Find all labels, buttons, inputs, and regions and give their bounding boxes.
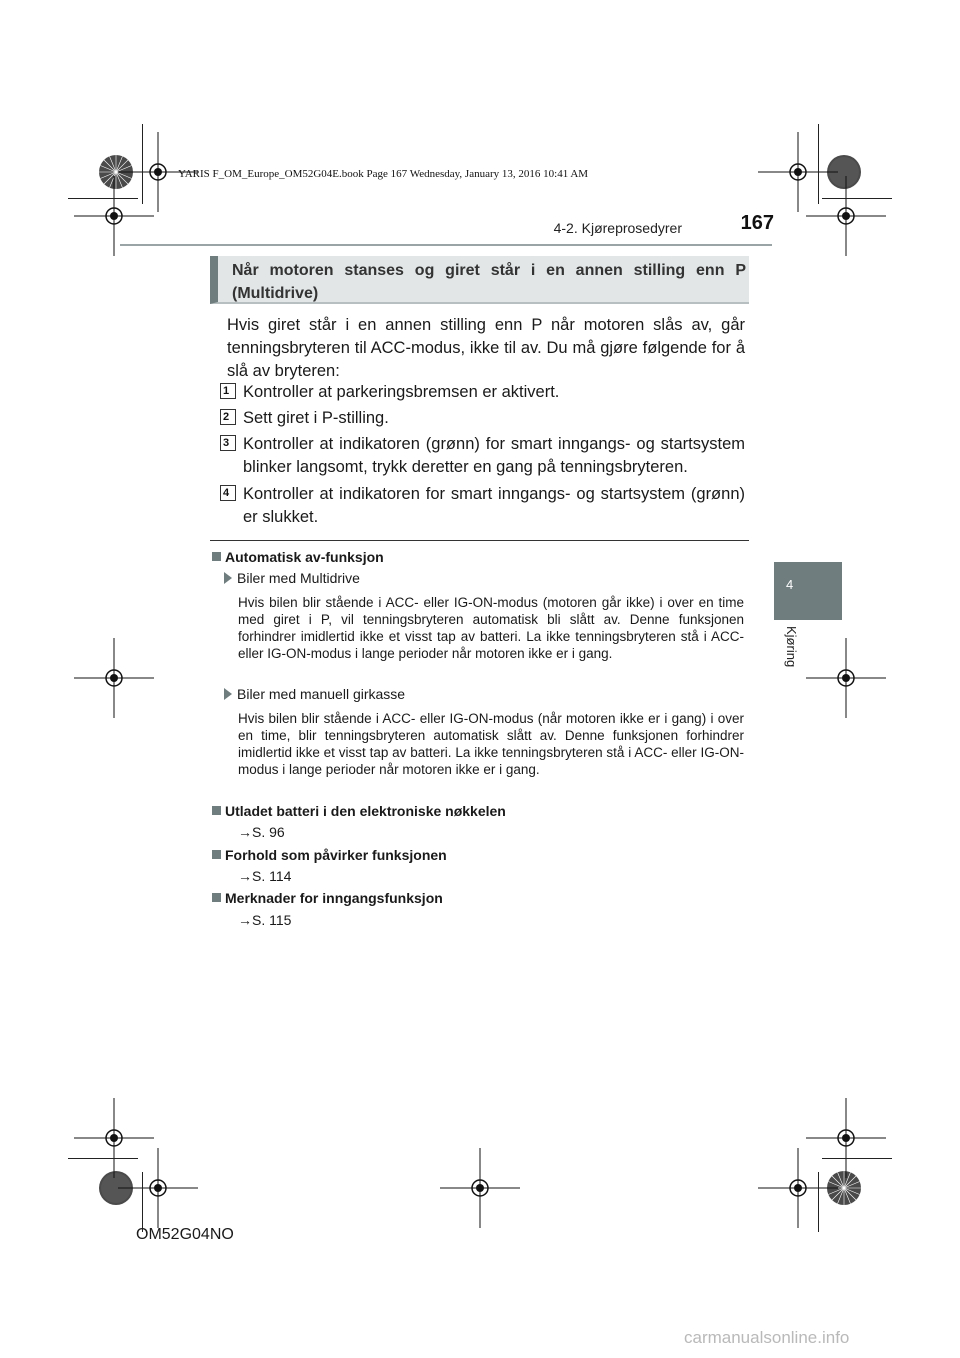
- crop-line: [822, 1158, 892, 1159]
- square-bullet-icon: [212, 850, 221, 859]
- document-code: OM52G04NO: [136, 1226, 234, 1243]
- square-bullet-icon: [212, 893, 221, 902]
- step-number-box: 3: [220, 435, 236, 451]
- step-number-box: 2: [220, 409, 236, 425]
- intro-paragraph: Hvis giret står i en annen stilling enn P når motoren slås av, går tenningsbryteren til ACC-modus, ikke til av. Du må gjøre følgende for å slå av bryteren:: [227, 316, 745, 380]
- chapter-tab: [774, 562, 842, 620]
- step-number-box: 4: [220, 485, 236, 501]
- page-reference-link[interactable]: →S. 114: [238, 868, 292, 884]
- triangle-bullet-icon: [224, 688, 232, 700]
- crop-line: [68, 1158, 138, 1159]
- crop-line: [142, 1172, 143, 1232]
- crosshair-mark-bottom-left-2: [118, 1148, 198, 1228]
- watermark: carmanualsonline.info: [684, 1328, 850, 1347]
- crosshair-mark-bottom-right-2: [806, 1098, 886, 1178]
- chapter-tab-label: Kjøring: [784, 626, 799, 668]
- square-bullet-icon: [212, 552, 221, 561]
- crosshair-mark-mid-right: [806, 638, 886, 718]
- section-title: 4-2. Kjøreprosedyrer: [553, 220, 682, 236]
- subnote-title-manual: Biler med manuell girkasse: [224, 686, 405, 702]
- crop-line: [142, 124, 143, 204]
- subnote-text-manual: Hvis bilen blir stående i ACC- eller IG-ON-modus (når motoren ikke er i gang) i over en time, blir tenningsbryteren automatisk slått av. Denne funksjonen forhindrer imidlertid ikke et visst tap av batteri. La ikke tenningsbryteren stå i ACC- eller IG-ON-modus i lange perioder når motoren ikke er i gang.: [238, 711, 744, 777]
- subnote-text-multidrive: Hvis bilen blir stående i ACC- eller IG-ON-modus (motoren går ikke) i over en time med giret i P, vil tenningsbryteren automatisk bli slått av. Denne funksjonen forhindrer imidlertid ikke et visst tap av batteri. La ikke tenningsbryteren stå i ACC- eller IG-ON-modus i lange perioder når motoren ikke er i gang.: [238, 595, 744, 661]
- triangle-bullet-icon: [224, 572, 232, 584]
- note-title-entry: Merknader for inngangsfunksjon: [212, 890, 443, 906]
- step-number-box: 1: [220, 383, 236, 399]
- note-title-auto-off: Automatisk av-funksjon: [212, 549, 384, 565]
- square-bullet-icon: [212, 806, 221, 815]
- crosshair-mark-mid-left: [74, 638, 154, 718]
- crop-line: [818, 1172, 819, 1232]
- crosshair-mark-bottom-center: [440, 1148, 520, 1228]
- note-title-conditions: Forhold som påvirker funksjonen: [212, 847, 447, 863]
- chapter-tab-number: 4: [786, 577, 794, 592]
- section-divider: [210, 540, 749, 541]
- note-title-battery: Utladet batteri i den elektroniske nøkkelen: [212, 803, 506, 819]
- header-rule: [120, 244, 772, 246]
- page-reference-link[interactable]: →S. 115: [238, 912, 292, 928]
- step-text: Sett giret i P-stilling.: [243, 409, 389, 427]
- section-heading: Når motoren stanses og giret står i en annen stilling enn P (Multidrive): [232, 262, 746, 302]
- page-number: 167: [740, 212, 774, 234]
- book-file-line: YARIS F_OM_Europe_OM52G04E.book Page 167 Wednesday, January 13, 2016 10:41 AM: [178, 168, 589, 180]
- subnote-title-multidrive: Biler med Multidrive: [224, 570, 360, 586]
- crop-line: [68, 198, 138, 199]
- page-reference-link[interactable]: →S. 96: [238, 824, 285, 840]
- step-text: Kontroller at indikatoren for smart inngangs- og startsystem (grønn) er slukket.: [243, 485, 745, 526]
- section-heading-box: [210, 256, 749, 304]
- crop-line: [822, 198, 892, 199]
- step-text: Kontroller at indikatoren (grønn) for smart inngangs- og startsystem blinker langsomt, trykk deretter en gang på tenningsbryteren.: [243, 435, 745, 476]
- crop-line: [818, 124, 819, 204]
- step-text: Kontroller at parkeringsbremsen er aktivert.: [243, 383, 560, 401]
